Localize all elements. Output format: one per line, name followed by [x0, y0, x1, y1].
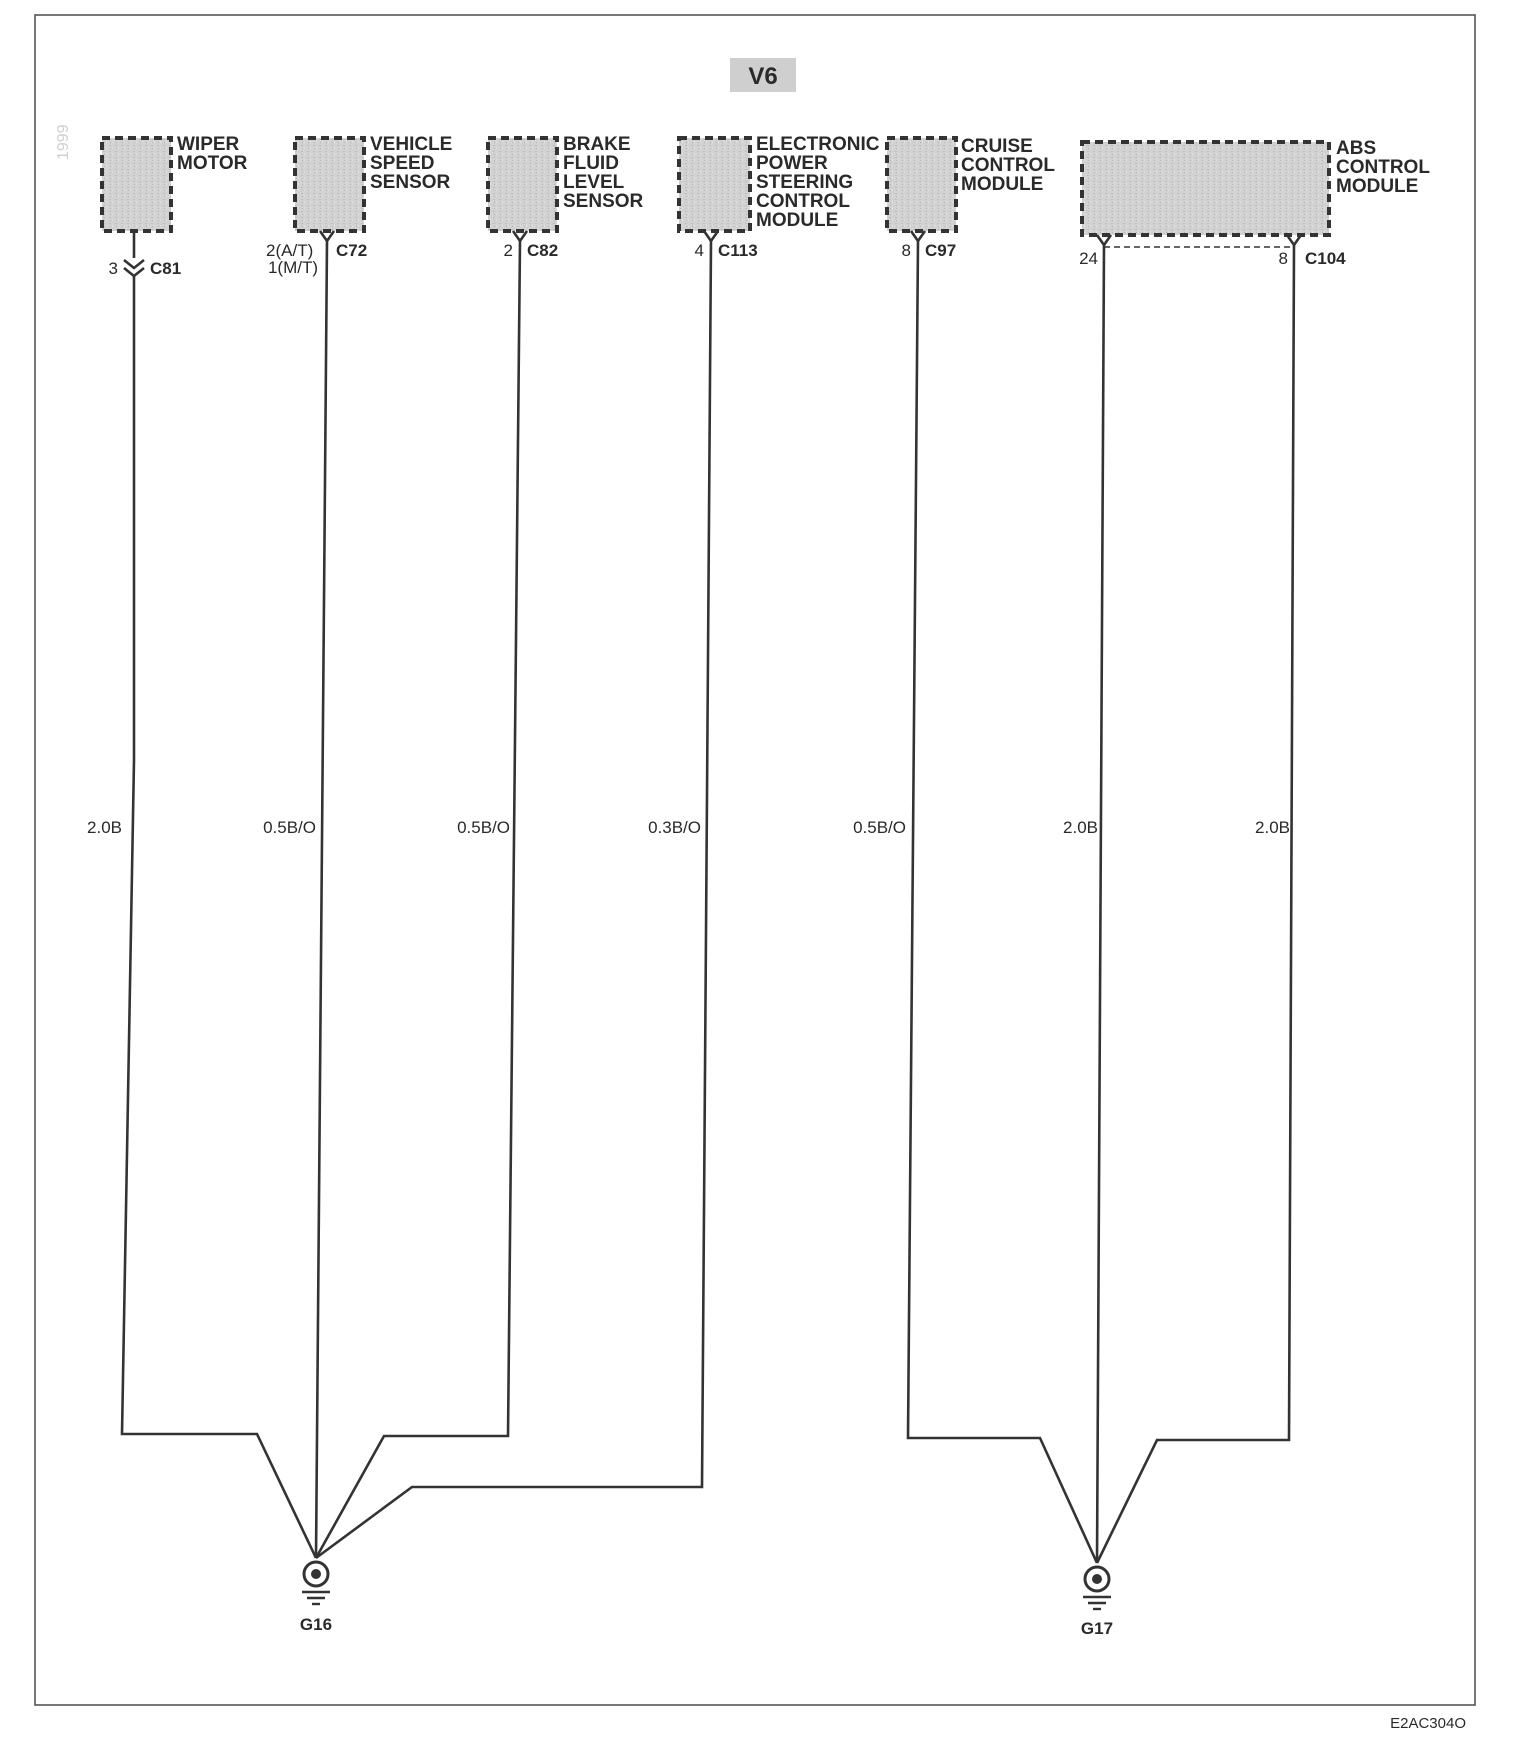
abs-control-module-label: ABS CONTROL MODULE	[1336, 138, 1430, 197]
c82-pin-number: 2	[503, 241, 513, 260]
ground-g16-label: G16	[299, 1615, 333, 1634]
eps-control-module-label: ELECTRONIC POWER STEERING CONTROL MODULE	[756, 134, 880, 231]
wire-label-abs-8: 2.0B	[1255, 818, 1290, 837]
c104-terminal-8	[1287, 235, 1301, 245]
figure-code: E2AC304O	[1390, 1715, 1466, 1732]
wire-wiper-motor	[122, 231, 316, 1558]
c72-pin-numbers: 2(A/T) 1(M/T)	[266, 241, 318, 277]
margin-mark: 1999	[55, 124, 72, 160]
c104-connector-name: C104	[1305, 249, 1346, 268]
c72-connector-name: C72	[336, 241, 368, 260]
c81-connector-name: C81	[150, 259, 182, 278]
wire-cruise-control-module	[908, 241, 1097, 1563]
cruise-control-module-label: CRUISE CONTROL MODULE	[961, 136, 1055, 195]
wire-brake-fluid-level-sensor	[316, 241, 520, 1558]
wire-label-cruise: 0.5B/O	[853, 818, 906, 837]
brake-fluid-level-sensor-box	[488, 138, 557, 231]
wire-vehicle-speed-sensor	[316, 241, 327, 1558]
c104-pin-number-8: 8	[1278, 249, 1288, 268]
wiper-motor-label: WIPER MOTOR	[177, 134, 248, 174]
abs-control-module-box	[1082, 142, 1329, 235]
page-frame	[35, 15, 1475, 1705]
ground-g16-symbol	[302, 1562, 330, 1604]
c97-connector-name: C97	[925, 241, 957, 260]
c113-pin-number: 4	[694, 241, 704, 260]
diagram-title: V6	[748, 63, 778, 90]
wire-label-eps: 0.3B/O	[648, 818, 701, 837]
wire-label-vss: 0.5B/O	[263, 818, 316, 837]
eps-control-module-box	[679, 138, 750, 231]
c97-pin-number: 8	[901, 241, 911, 260]
vehicle-speed-sensor-label: VEHICLE SPEED SENSOR	[370, 134, 453, 193]
c81-connector-symbol	[124, 260, 144, 276]
c82-connector-name: C82	[527, 241, 559, 260]
c104-pin-number-24: 24	[1079, 249, 1098, 268]
c81-pin-number: 3	[108, 259, 118, 278]
wire-abs-pin-24	[1097, 245, 1104, 1563]
wire-label-abs-24: 2.0B	[1063, 818, 1098, 837]
ground-g17-label: G17	[1080, 1619, 1114, 1638]
cruise-control-module-box	[887, 138, 956, 231]
c113-connector-name: C113	[718, 241, 758, 260]
wiper-motor-box	[102, 138, 171, 231]
vehicle-speed-sensor-box	[295, 138, 364, 231]
wire-label-brake: 0.5B/O	[457, 818, 510, 837]
brake-fluid-level-sensor-label: BRAKE FLUID LEVEL SENSOR	[563, 134, 644, 212]
wire-abs-pin-8	[1097, 245, 1294, 1563]
wire-label-wiper: 2.0B	[87, 818, 122, 837]
ground-g17-symbol	[1083, 1567, 1111, 1609]
